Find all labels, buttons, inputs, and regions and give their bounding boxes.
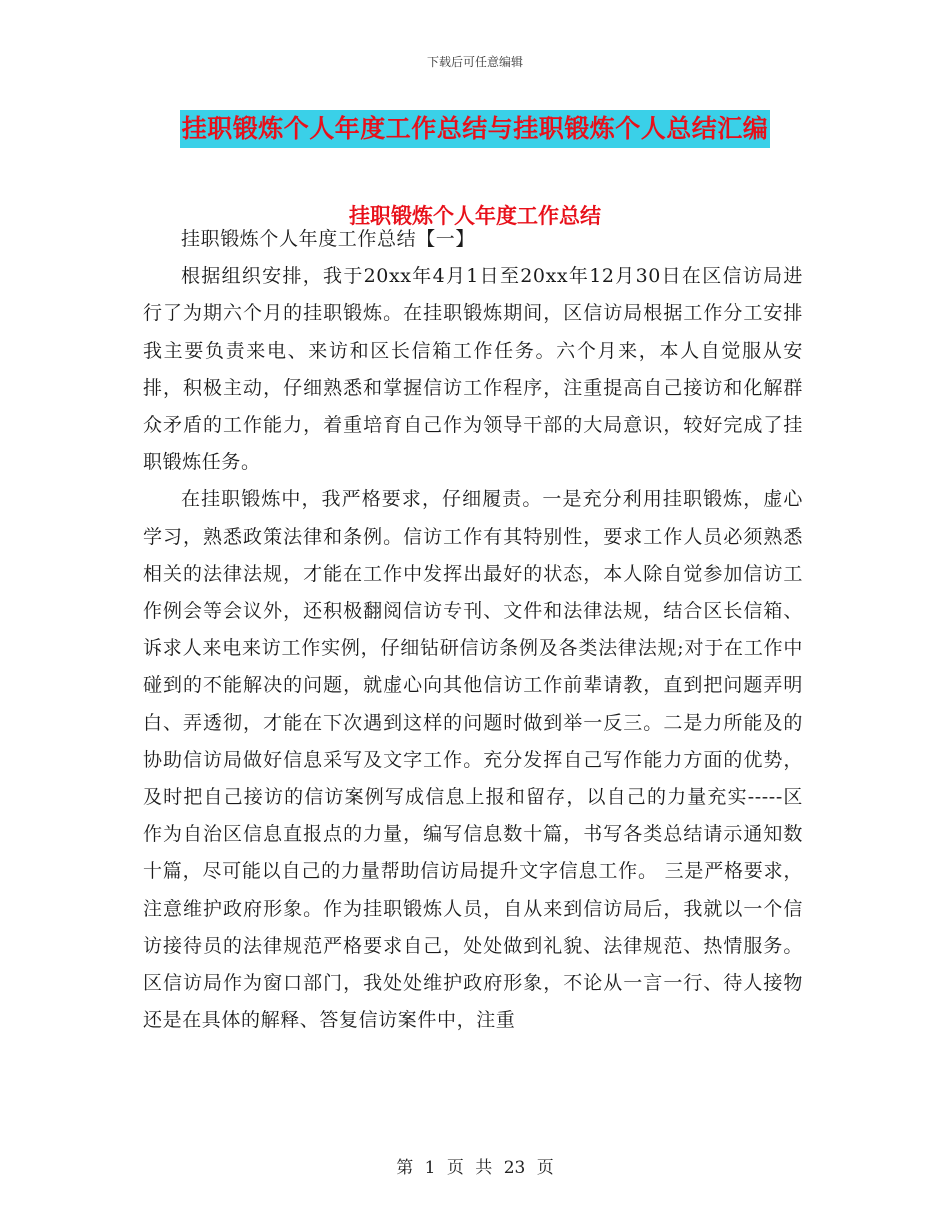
header-note: 下载后可任意编辑 — [426, 55, 523, 69]
page-number-footer: 第 1 页 共 23 页 — [396, 1158, 554, 1178]
main-title-container — [0, 110, 950, 148]
section-heading: 挂职锻炼个人年度工作总结【一】 — [181, 228, 476, 250]
paragraph: 在挂职锻炼中，我严格要求，仔细履责。一是充分利用挂职锻炼，虚心学习，熟悉政策法律和条例。信访工作有其特别性，要求工作人员必须熟悉相关的法律法规，才能在工作中发挥出最好的状态，本人除自觉参加信访工作例会等会议外，还积极翻阅信访专刊、文件和法律法规，结合区长信箱、诉求人来电来访工作实例，仔细钻研信访条例及各类法律法规;对于在工作中碰到的不能解决的问题，就虚心向其他信访工作前辈请教，直到把问题弄明白、弄透彻，才能在下次遇到这样的问题时做到举一反三。二是力所能及的协助信访局做好信息采写及文字工作。充分发挥自己写作能力方面的优势，及时把自己接访的信访案例写成信息上报和留存，以自己的力量充实-----区作为自治区信息直报点的力量，编写信息数十篇，书写各类总结请示通知数十篇，尽可能以自己的力量帮助信访局提升文字信息工作。 三是严格要求，注意维护政府形象。作为挂职锻炼人员，自从来到信访局后，我就以一个信访接待员的法律规范严格要求自己，处处做到礼貌、法律规范、热情服务。区信访局作为窗口部门，我处处维护政府形象，不论从一言一行、待人接物还是在具体的解释、答复信访案件中，注重 — [143, 488, 803, 1032]
paragraph: 根据组织安排，我于20xx年4月1日至20xx年12月30日在区信访局进行了为期六个月的挂职锻炼。在挂职锻炼期间，区信访局根据工作分工安排我主要负责来电、来访和区长信箱工作任务。六个月来，本人自觉服从安排，积极主动，仔细熟悉和掌握信访工作程序，注重提高自己接访和化解群众矛盾的工作能力，着重培育自己作为领导干部的大局意识，较好完成了挂职锻炼任务。 — [143, 265, 803, 474]
main-title: 挂职锻炼个人年度工作总结与挂职锻炼个人总结汇编 — [180, 110, 771, 148]
sub-title: 挂职锻炼个人年度工作总结 — [349, 204, 601, 228]
body-text — [143, 221, 803, 1039]
